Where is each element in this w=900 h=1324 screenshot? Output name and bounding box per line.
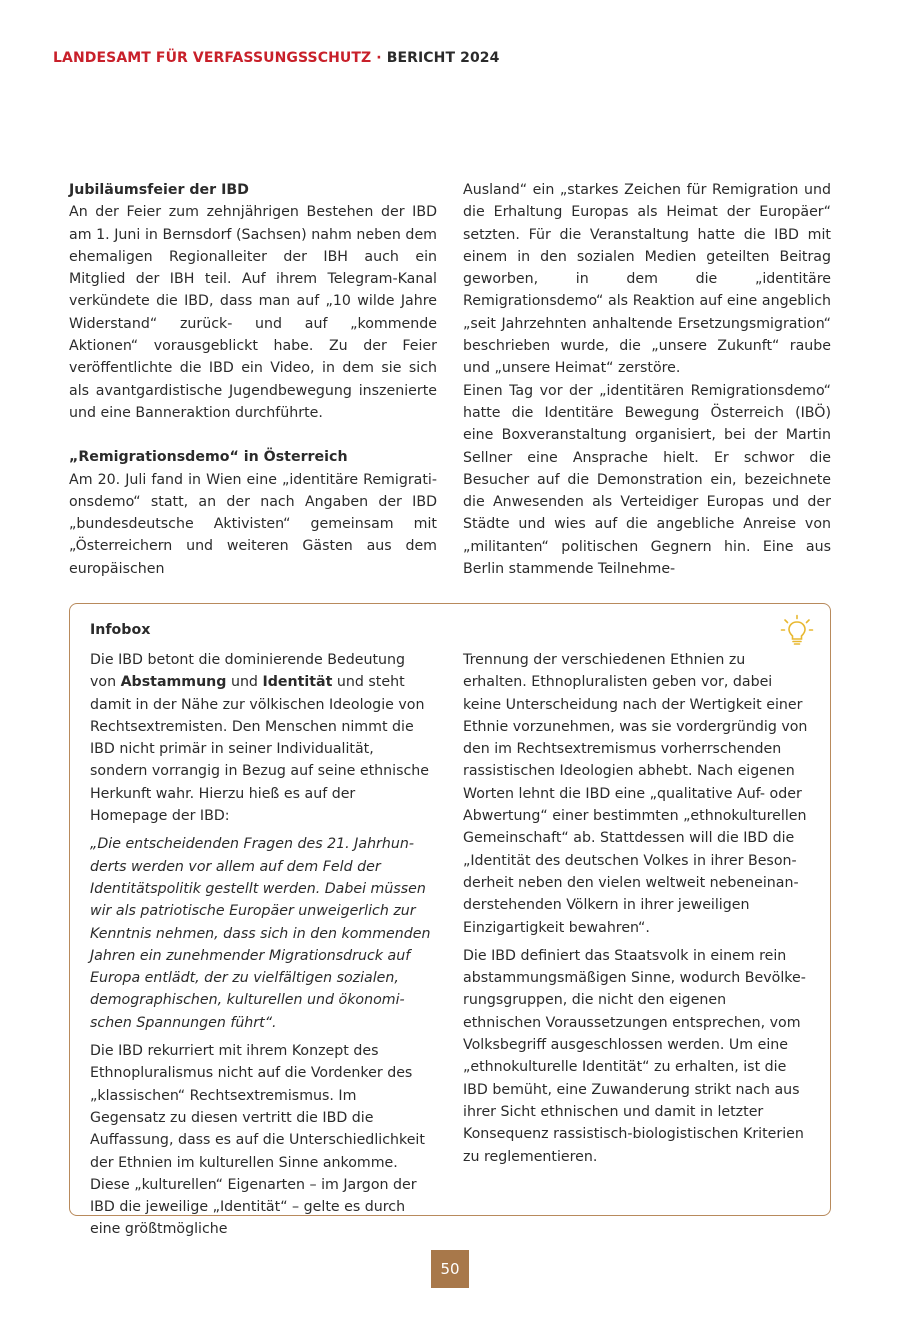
infobox-p1-bold-identitaet: Identität (262, 674, 333, 691)
lightbulb-icon (780, 614, 814, 648)
right-text-column (463, 179, 831, 580)
left-text-column (69, 179, 437, 580)
infobox-p1-bold-abstammung: Abstammung (120, 674, 227, 691)
section-heading-jubilaeum: Jubiläumsfeier der IBD (69, 182, 249, 198)
infobox-paragraph-5: Die IBD definiert das Staatsvolk in einem rein abstammungsmäßigen Sinne, wodurch Bevölkerungsgruppen, die nicht den eigenen ethnischen Voraussetzungen entsprechen, vom Volksbegriff ausgeschlossen werden. Um eine „ethnokulturelle Identität“ zu erhalten, ist die IBD bemüht, eine Zuwanderung strikt nach aus ihrer Sicht ethnischen und damit in letzter Konsequenz rassistisch-biologistischen Kriterien zu reglementieren. (463, 947, 806, 1165)
infobox-title: Infobox (90, 622, 151, 638)
section-text-remigrationsdemo: Am 20. Juli fand in Wien eine „identitäre Remigrationsdemo“ statt, an der nach Angaben der IBD „bundesdeutsche Aktivisten“ gemeinsam mit „Österreichern und weiteren Gästen aus dem europäischen (69, 471, 437, 577)
infobox-p1-text-a: Die IBD betont die dominierende Bedeutung von (90, 652, 406, 691)
infobox-quote: „Die entscheidenden Fragen des 21. Jahrhunderts werden vor allem auf dem Feld der Identitätspolitik gestellt werden. Dabei müssen wir als patriotische Europäer unweigerlich zur Kenntnis nehmen, dass sich in den kommenden Jahren ein zunehmender Migrationsdruck auf Europa entlädt, der zu vielfältigen sozialen, demographischen, kulturellen und ökonomischen Spannungen führt“. (90, 836, 431, 1031)
right-paragraph-1: Ausland“ ein „starkes Zeichen für Remigration und die Erhaltung Europas als Heimat der Europäer“ setzten. Für die Veranstaltung hatte die IBD mit einem in den sozialen Medien geteilten Beitrag geworben, in dem die „identitäre Remigrationsdemo“ als Reaktion auf eine angeblich „seit Jahrzehnten anhaltende Ersetzungsmigration“ beschrieben wurde, die „unsere Zukunft“ raube und „unsere Heimat“ zerstöre. (463, 182, 831, 377)
section-heading-remigrationsdemo: „Remigrationsdemo“ in Österreich (69, 449, 348, 466)
infobox-right-column (463, 649, 808, 1174)
infobox-left-column (90, 649, 435, 1247)
section-text-jubilaeum: An der Feier zum zehnjährigen Bestehen der IBD am 1. Juni in Bernsdorf (Sachsen) nahm neben dem ehemaligen Regionalleiter der IBH auch ein Mitglied der IBH teil. Auf ihrem Telegram-Kanal verkündete die IBD, dass man auf „10 wilde Jahre Widerstand“ zurück- und auf „kommende Aktionen“ vorausgeblickt habe. Zu der Feier veröffentlichte die IBD ein Video, in dem sie sich als avantgardistische Jugendbewegung inszenierte und eine Banneraktion durchführte. (69, 204, 437, 421)
header-report-title: BERICHT 2024 (386, 50, 500, 66)
header-organization: LANDESAMT FÜR VERFASSUNGSSCHUTZ (53, 50, 372, 66)
running-header (53, 50, 500, 66)
infobox-paragraph-1 (90, 649, 435, 827)
infobox-p1-text-c: und (226, 674, 263, 691)
right-paragraph-2: Einen Tag vor der „identitären Remigrationsdemo“ hatte die Identitäre Bewegung Österreich (IBÖ) eine Boxveranstaltung organisiert, bei der Martin Sellner eine Ansprache hielt. Er schwor die Besucher auf die Demonstration ein, bezeichnete die Anwesenden als Verteidiger Europas und der Städte und wies auf die angebliche Anreise von „militanten“ politischen Gegnern hin. Eine aus Berlin stammende Teilnehme- (463, 382, 831, 578)
page-number: 50 (431, 1250, 469, 1288)
header-separator: · (371, 50, 387, 66)
infobox-paragraph-4: Trennung der verschiedenen Ethnien zu erhalten. Ethnopluralisten geben vor, dabei keine Unterscheidung nach der Wertigkeit einer Ethnie vorzunehmen, was sie vordergründig von den im Rechtsextremismus vorherrschenden rassistischen Ideologien abhebt. Nach eigenen Worten lehnt die IBD eine „qualitative Auf- oder Abwertung“ einer bestimmten „ethnokulturellen Gemeinschaft“ ab. Stattdessen will die IBD die „Identität des deutschen Volkes in ihrer Besonderheit neben den vielen weltweit nebeneinanderstehenden Völkern in ihrer jeweiligen Einzigartigkeit bewahren“. (463, 652, 808, 936)
infobox-paragraph-3: Die IBD rekurriert mit ihrem Konzept des Ethnopluralismus nicht auf die Vordenker des „klassischen“ Rechtsextremismus. Im Gegensatz zu diesen vertritt die IBD die Auffassung, dass es auf die Unterschiedlichkeit der Ethnien im kulturellen Sinne ankomme. Diese „kulturellen“ Eigenarten – im Jargon der IBD die jeweilige „Identität“ – gelte es durch eine größtmögliche (90, 1043, 425, 1238)
infobox (69, 603, 831, 1238)
infobox-p1-text-d: und steht damit in der Nähe zur völkischen Ideologie von Rechtsextremisten. Den Menschen nimmt die IBD nicht primär in seiner Individualität, sondern vorrangig in Bezug auf seine ethnische Herkunft wahr. Hierzu hieß es auf der Homepage der IBD: (90, 674, 429, 825)
